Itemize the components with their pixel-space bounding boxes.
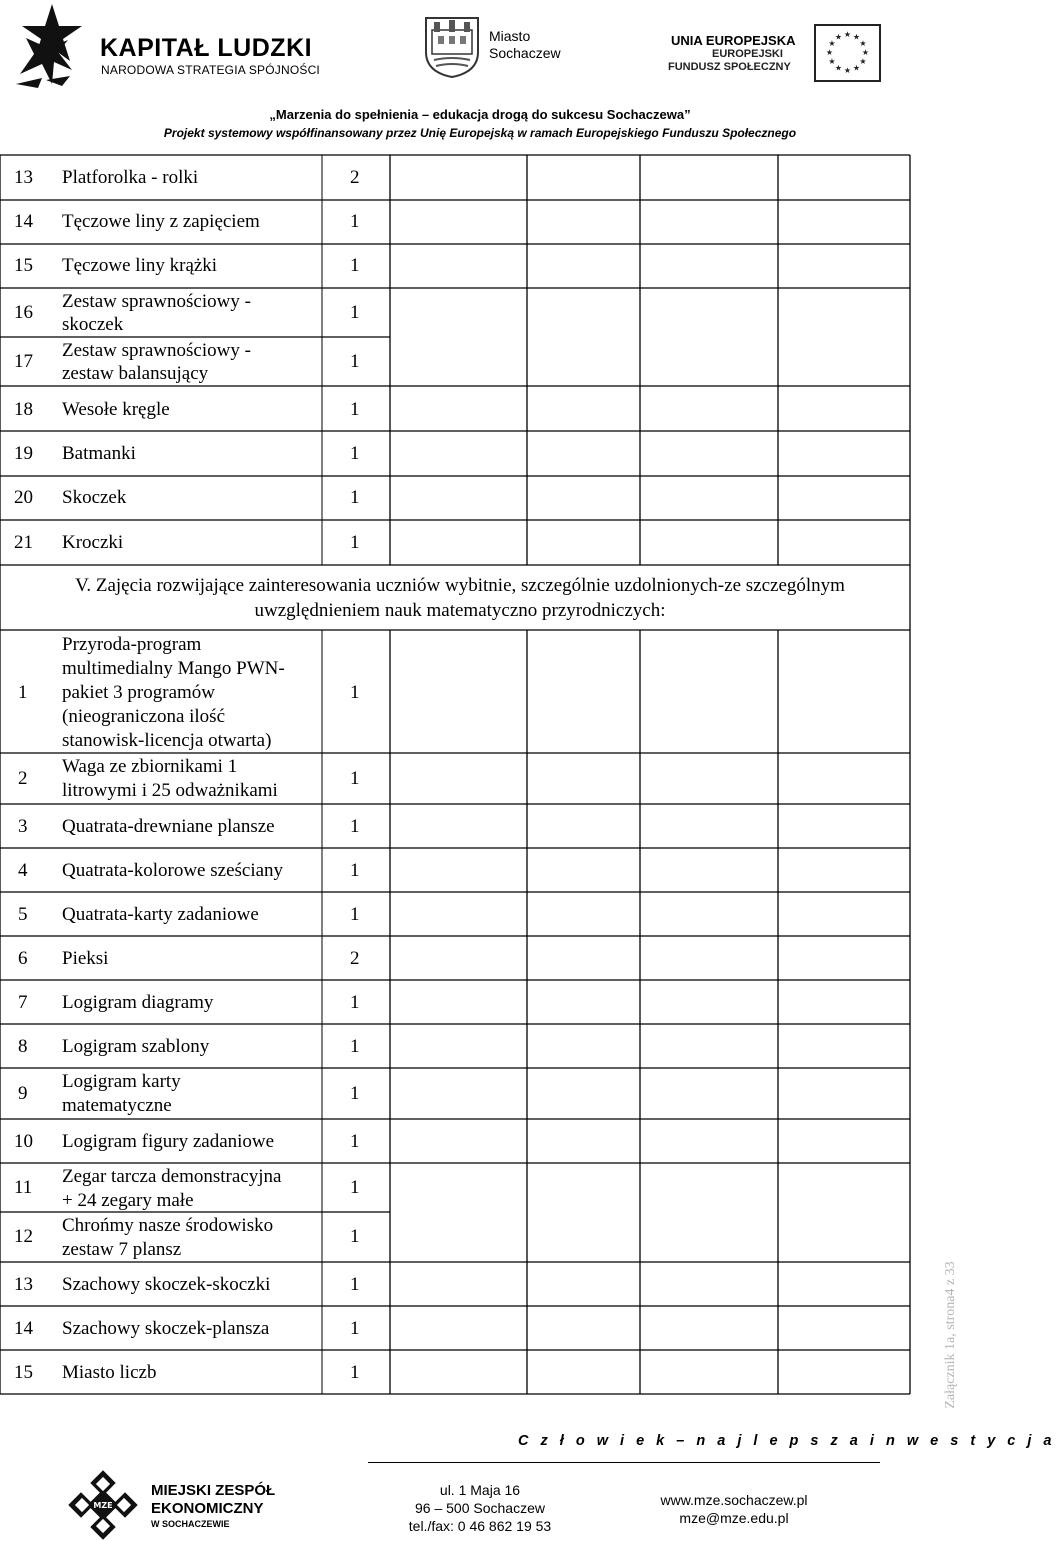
item-quantity: 1 — [350, 443, 360, 464]
item-name-line: zestaw 7 plansz — [62, 1239, 182, 1260]
row-number: 8 — [18, 1036, 28, 1057]
address-phone: tel./fax: 0 46 862 19 53 — [408, 1518, 552, 1534]
row-number: 15 — [14, 1362, 33, 1383]
item-name: Wesołe kręgle — [62, 399, 170, 420]
item-name: Tęczowe liny krążki — [62, 255, 218, 276]
svg-text:★: ★ — [859, 39, 867, 48]
item-quantity: 1 — [350, 1177, 360, 1198]
row-number: 5 — [18, 904, 28, 925]
item-quantity: 1 — [350, 1226, 360, 1247]
row-number: 14 — [14, 1318, 33, 1339]
item-quantity: 1 — [350, 255, 360, 276]
svg-text:★: ★ — [843, 30, 852, 39]
row-number: 7 — [18, 992, 28, 1013]
eu-fund-line2: FUNDUSZ SPOŁECZNY — [668, 61, 791, 73]
item-name: Pieksi — [62, 948, 109, 969]
footer-slogan: C z ł o w i e k – n a j l e p s z a i n w e s t y c j a — [518, 1433, 1056, 1449]
row-number: 2 — [18, 768, 28, 789]
item-name-line: skoczek — [62, 314, 124, 335]
svg-text:★: ★ — [828, 39, 836, 48]
item-name: Szachowy skoczek-plansza — [62, 1318, 270, 1339]
svg-text:★: ★ — [834, 32, 843, 42]
item-name: Logigram figury zadaniowe — [62, 1131, 275, 1152]
mze-logo — [70, 1472, 136, 1538]
row-number: 11 — [14, 1177, 33, 1198]
row-number: 19 — [14, 443, 33, 464]
item-quantity: 1 — [350, 211, 360, 232]
item-quantity: 1 — [350, 1274, 360, 1295]
item-name-line: pakiet 3 programów — [62, 682, 216, 703]
row-number: 16 — [14, 302, 33, 323]
school-name-line3: W SOCHACZEWIE — [151, 1519, 230, 1529]
row-number: 1 — [18, 682, 28, 703]
row-number: 6 — [18, 948, 28, 969]
item-quantity: 1 — [350, 816, 360, 837]
item-name: Quatrata-drewniane plansze — [62, 816, 275, 837]
address-street: ul. 1 Maja 16 — [439, 1482, 521, 1498]
item-quantity: 1 — [350, 860, 360, 881]
item-name: Quatrata-kolorowe sześciany — [62, 860, 284, 881]
svg-text:★: ★ — [825, 48, 834, 57]
row-number: 17 — [14, 351, 33, 372]
item-name-line: matematyczne — [62, 1095, 172, 1116]
school-name-line2: EKONOMICZNY — [151, 1500, 264, 1517]
row-number: 20 — [14, 487, 33, 508]
item-name: Logigram szablony — [62, 1036, 210, 1057]
project-description: Projekt systemowy współfinansowany przez Unię Europejską w ramach Europejskiego Funduszu Społecznego — [163, 126, 797, 140]
item-name-line: Zestaw sprawnościowy - — [62, 291, 251, 312]
attachment-page-note: Załącznik 1a, strona4 z 33 — [943, 1261, 958, 1409]
address-postcode: 96 – 500 Sochaczew — [415, 1500, 545, 1516]
item-quantity: 1 — [350, 1362, 360, 1383]
item-name-line: multimedialny Mango PWN- — [62, 658, 285, 679]
kapital-ludzki-title: KAPITAŁ LUDZKI — [100, 34, 313, 62]
eu-fund-line1: EUROPEJSKI — [712, 48, 783, 60]
item-name-line: stanowisk-licencja otwarta) — [62, 730, 272, 751]
kapital-ludzki-subtitle: NARODOWA STRATEGIA SPÓJNOŚCI — [101, 63, 320, 77]
row-number: 4 — [18, 860, 28, 881]
svg-text:★: ★ — [859, 57, 867, 66]
item-name-line: litrowymi i 25 odważnikami — [62, 780, 278, 801]
item-quantity: 1 — [350, 399, 360, 420]
item-name: Kroczki — [62, 532, 124, 553]
item-name: Platforolka - rolki — [62, 167, 199, 188]
item-quantity: 1 — [350, 992, 360, 1013]
row-number: 15 — [14, 255, 33, 276]
item-quantity: 1 — [350, 904, 360, 925]
row-number: 3 — [18, 816, 28, 837]
item-name-line: Zestaw sprawnościowy - — [62, 340, 251, 361]
item-name: Batmanki — [62, 443, 136, 464]
svg-text:★: ★ — [828, 57, 836, 66]
item-quantity: 1 — [350, 682, 360, 703]
row-number: 12 — [14, 1226, 33, 1247]
item-quantity: 1 — [350, 1083, 360, 1104]
section-heading-line1: V. Zajęcia rozwijające zainteresowania uczniów wybitnie, szczególnie uzdolnionych-ze szczególnym — [75, 575, 845, 596]
footer-divider — [368, 1462, 880, 1463]
item-name-line: Logigram karty — [62, 1071, 181, 1092]
item-quantity: 1 — [350, 768, 360, 789]
item-quantity: 1 — [350, 302, 360, 323]
item-name: Skoczek — [62, 487, 127, 508]
row-number: 21 — [14, 532, 33, 553]
email-link[interactable]: mze@mze.edu.pl — [679, 1510, 789, 1526]
item-quantity: 1 — [350, 351, 360, 372]
item-quantity: 1 — [350, 1318, 360, 1339]
item-quantity: 2 — [350, 167, 360, 188]
svg-text:★: ★ — [852, 32, 861, 42]
svg-text:★: ★ — [834, 63, 843, 73]
row-number: 18 — [14, 399, 33, 420]
mze-logo-text: MZE — [93, 1501, 113, 1510]
item-name-line: + 24 zegary małe — [62, 1190, 194, 1211]
project-motto: „Marzenia do spełnienia – edukacja drogą do sukcesu Sochaczewa” — [269, 107, 691, 122]
item-quantity: 2 — [350, 948, 360, 969]
item-quantity: 1 — [350, 487, 360, 508]
item-name: Logigram diagramy — [62, 992, 214, 1013]
row-number: 13 — [14, 1274, 33, 1295]
item-name-line: Zegar tarcza demonstracyjna — [62, 1166, 282, 1187]
item-name: Szachowy skoczek-skoczki — [62, 1274, 271, 1295]
row-number: 10 — [14, 1131, 33, 1152]
item-name-line: Przyroda-program — [62, 634, 202, 655]
svg-text:★: ★ — [852, 63, 861, 73]
item-name: Tęczowe liny z zapięciem — [62, 211, 260, 232]
item-quantity: 1 — [350, 1036, 360, 1057]
section-heading-line2: uwzględnieniem nauk matematyczno przyrodniczych: — [254, 600, 666, 621]
item-name: Quatrata-karty zadaniowe — [62, 904, 259, 925]
eu-title: UNIA EUROPEJSKA — [671, 33, 796, 48]
svg-text:★: ★ — [861, 48, 870, 57]
row-number: 9 — [18, 1083, 28, 1104]
website-link[interactable]: www.mze.sochaczew.pl — [660, 1492, 808, 1508]
city-name-line2: Sochaczew — [489, 45, 561, 61]
item-name-line: (nieograniczona ilość — [62, 706, 226, 727]
item-name-line: Chrońmy nasze środowisko — [62, 1215, 274, 1236]
school-name-line1: MIEJSKI ZESPÓŁ — [151, 1482, 276, 1499]
svg-text:★: ★ — [843, 66, 852, 75]
row-number: 13 — [14, 167, 33, 188]
item-name: Miasto liczb — [62, 1362, 157, 1383]
item-name-line: Waga ze zbiornikami 1 — [62, 756, 238, 777]
city-name-line1: Miasto — [489, 28, 531, 44]
item-name-line: zestaw balansujący — [62, 363, 209, 384]
row-number: 14 — [14, 211, 33, 232]
item-quantity: 1 — [350, 1131, 360, 1152]
item-quantity: 1 — [350, 532, 360, 553]
